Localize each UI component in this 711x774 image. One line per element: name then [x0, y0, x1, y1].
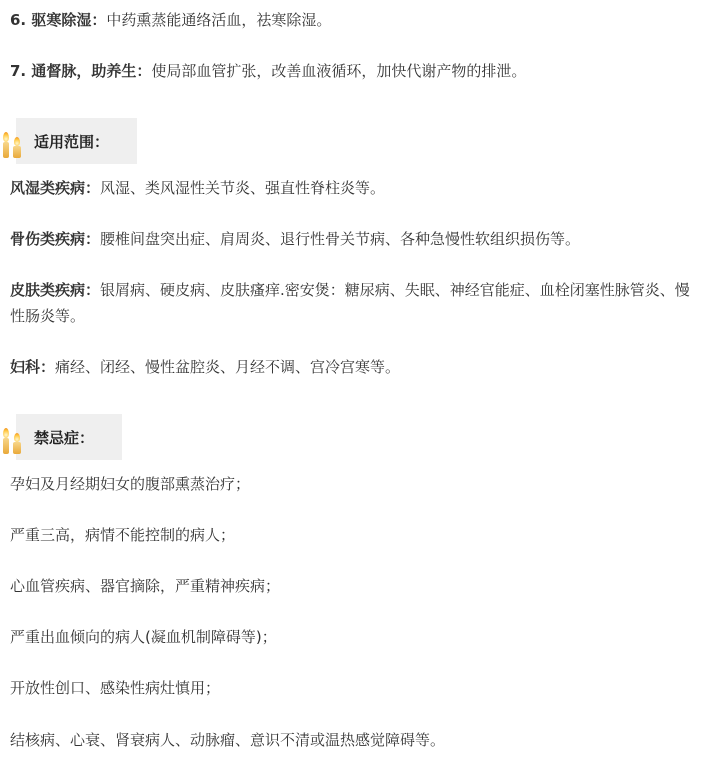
- section-header-scope: [0, 118, 137, 164]
- benefit-title: 6. 驱寒除湿：: [10, 11, 107, 29]
- benefit-item-7: [10, 58, 699, 84]
- section-header-contraindications: [0, 414, 122, 460]
- section-title-contraindications: 禁忌症：: [16, 414, 122, 460]
- contraindication-item: 心血管疾病、器官摘除，严重精神疾病；: [10, 577, 281, 595]
- benefit-title: 7. 通督脉，助养生：: [10, 62, 152, 80]
- scope-item-title: 皮肤类疾病：: [10, 281, 101, 299]
- benefit-text: 中药熏蒸能通络活血，祛寒除湿。: [106, 11, 332, 29]
- scope-item-text: 风湿、类风湿性关节炎、强直性脊柱炎等。: [100, 179, 386, 197]
- scope-item-skin: [10, 277, 699, 329]
- scope-item-text: 痛经、闭经、慢性盆腔炎、月经不调、宫冷宫寒等。: [55, 358, 401, 376]
- scope-item-rheumatism: [10, 175, 699, 201]
- scope-item-title: 骨伤类疾病：: [10, 230, 101, 248]
- benefit-text: 使局部血管扩张，改善血液循环，加快代谢产物的排泄。: [151, 62, 527, 80]
- contraindication-item: 严重三高，病情不能控制的病人；: [10, 526, 236, 544]
- candle-icon: [0, 414, 26, 460]
- scope-item-title: 风湿类疾病：: [10, 179, 101, 197]
- contraindication-item: 孕妇及月经期妇女的腹部熏蒸治疗；: [10, 475, 251, 493]
- section-title-scope: 适用范围：: [16, 118, 137, 164]
- contraindication-item: 结核病、心衰、肾衰病人、动脉瘤、意识不清或温热感觉障碍等。: [10, 731, 446, 749]
- scope-item-title: 妇科：: [10, 358, 56, 376]
- benefit-item-6: [10, 7, 699, 33]
- contraindication-item: 开放性创口、感染性病灶慎用；: [10, 679, 221, 697]
- scope-item-text: 银屑病、硬皮病、皮肤瘙痒.密安煲：糖尿病、失眠、神经官能症、血栓闭塞性脉管炎、慢性肠炎等。: [10, 281, 690, 325]
- scope-item-gynecology: [10, 354, 699, 380]
- contraindication-item: 严重出血倾向的病人(凝血机制障碍等)；: [10, 628, 277, 646]
- candle-icon: [0, 118, 26, 164]
- scope-item-text: 腰椎间盘突出症、肩周炎、退行性骨关节病、各种急慢性软组织损伤等。: [100, 230, 581, 248]
- scope-item-orthopedic: [10, 226, 699, 252]
